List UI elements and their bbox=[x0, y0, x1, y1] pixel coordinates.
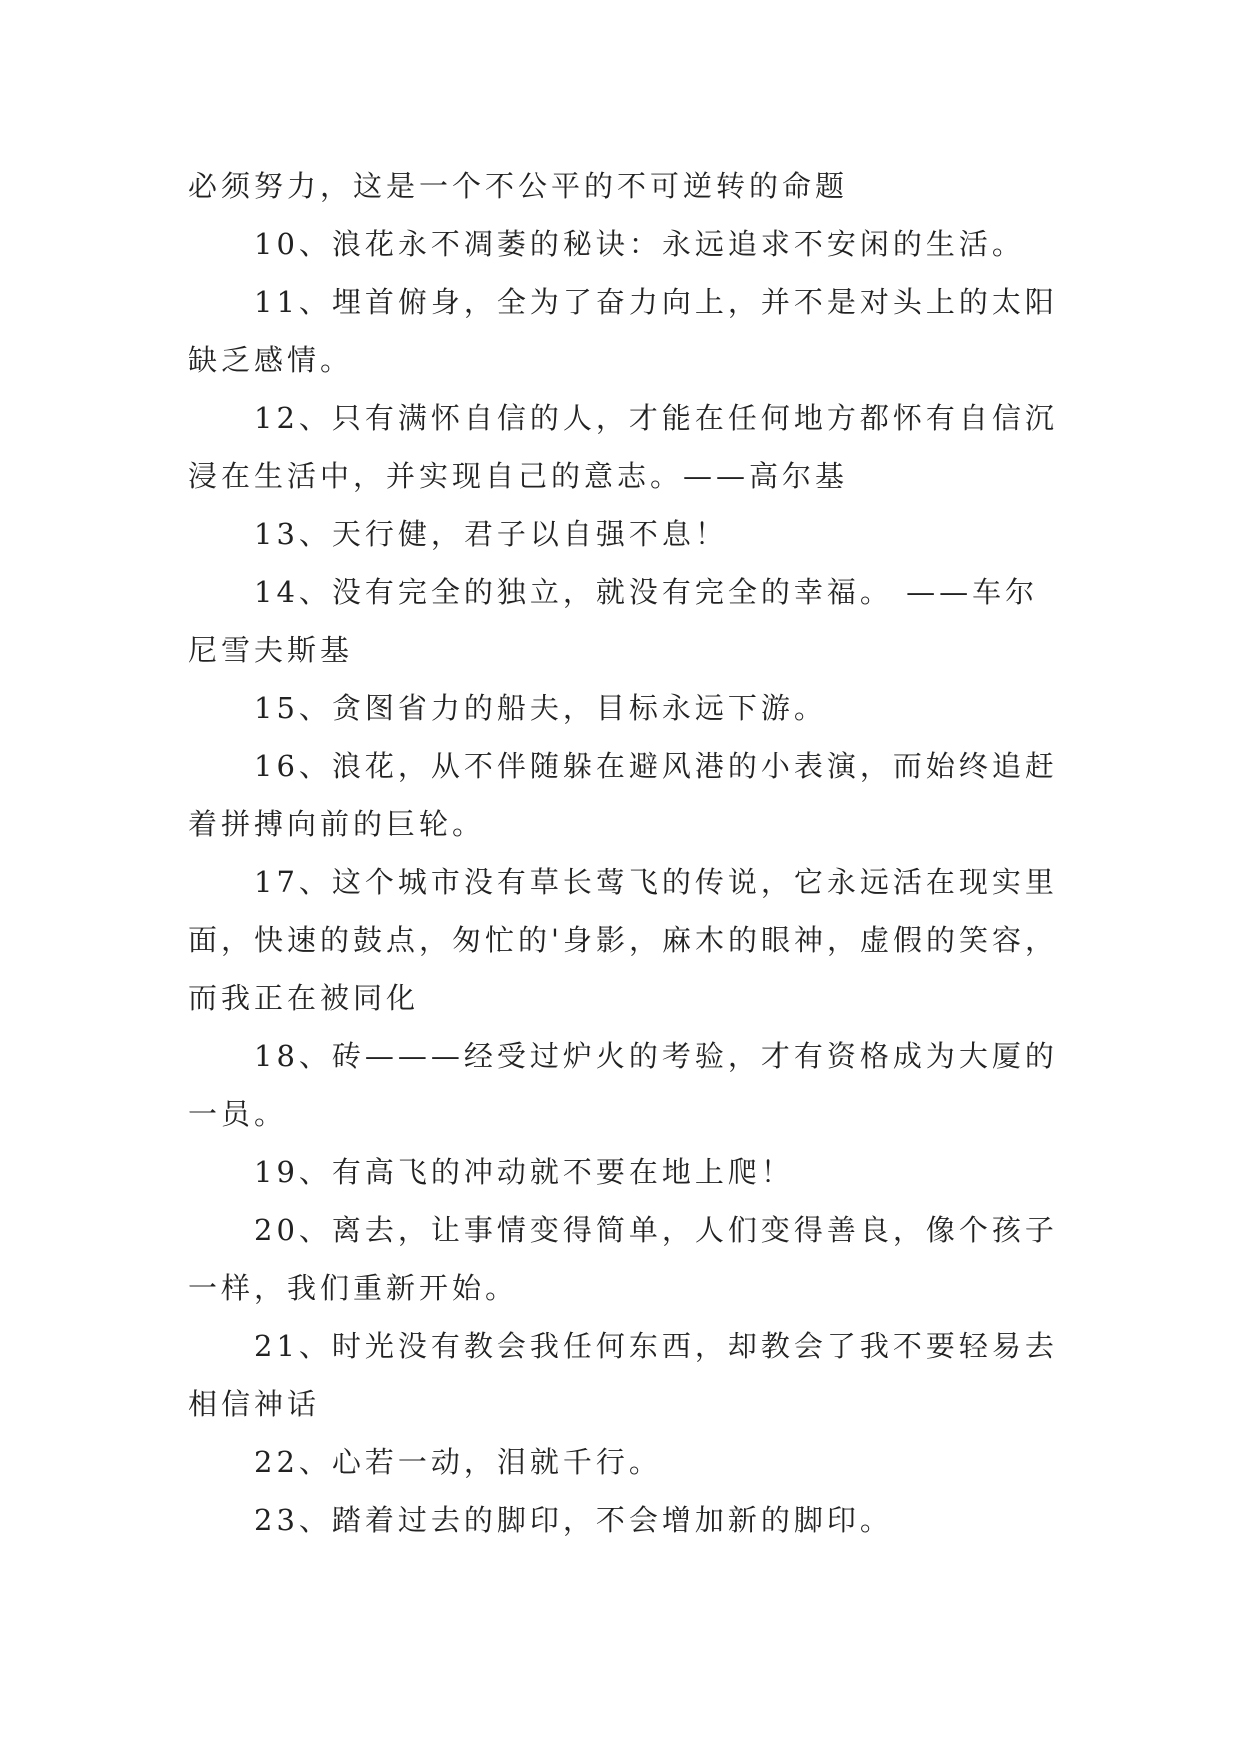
paragraph: 12、只有满怀自信的人，才能在任何地方都怀有自信沉浸在生活中，并实现自己的意志。——高尔基 bbox=[188, 401, 1058, 493]
paragraph: 10、浪花永不凋萎的秘诀：永远追求不安闲的生活。 bbox=[254, 227, 1025, 261]
paragraph: 17、这个城市没有草长莺飞的传说，它永远活在现实里面，快速的鼓点，匆忙的'身影，麻木的眼神，虚假的笑容，而我正在被同化 bbox=[188, 865, 1058, 1015]
paragraph: 22、心若一动，泪就千行。 bbox=[254, 1445, 662, 1479]
paragraph: 16、浪花，从不伴随躲在避风港的小表演，而始终追赶着拼搏向前的巨轮。 bbox=[188, 749, 1058, 841]
paragraph: 23、踏着过去的脚印，不会增加新的脚印。 bbox=[254, 1503, 893, 1537]
paragraph: 20、离去，让事情变得简单，人们变得善良，像个孩子一样，我们重新开始。 bbox=[188, 1213, 1058, 1305]
paragraph: 14、没有完全的独立，就没有完全的幸福。 ——车尔尼雪夫斯基 bbox=[188, 575, 1039, 667]
paragraph: 必须努力，这是一个不公平的不可逆转的命题 bbox=[188, 169, 849, 203]
paragraph: 15、贪图省力的船夫，目标永远下游。 bbox=[254, 691, 827, 725]
paragraph: 11、埋首俯身，全为了奋力向上，并不是对头上的太阳缺乏感情。 bbox=[188, 285, 1058, 377]
paragraph: 18、砖———经受过炉火的考验，才有资格成为大厦的一员。 bbox=[188, 1039, 1058, 1131]
paragraph: 19、有高飞的冲动就不要在地上爬！ bbox=[254, 1155, 794, 1189]
paragraph: 13、天行健，君子以自强不息！ bbox=[254, 517, 728, 551]
document-body bbox=[188, 157, 1058, 1549]
paragraph: 21、时光没有教会我任何东西，却教会了我不要轻易去相信神话 bbox=[188, 1329, 1058, 1421]
